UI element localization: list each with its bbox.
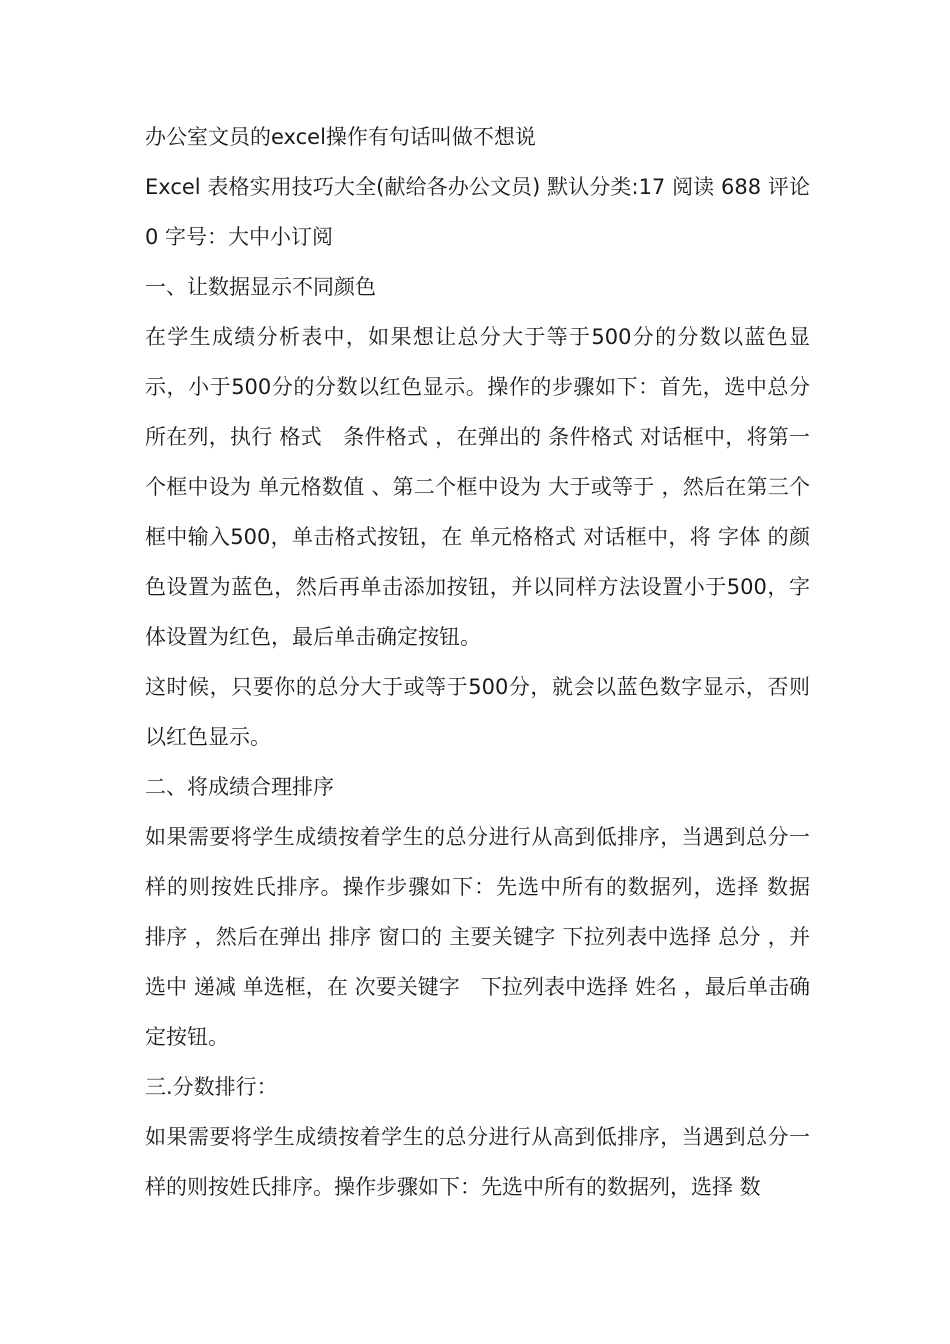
document-meta-line: Excel 表格实用技巧大全(献给各办公文员) 默认分类:17 阅读 688 评论 0 字号：大中小订阅 [145, 175, 810, 249]
section1-paragraph1: 在学生成绩分析表中，如果想让总分大于等于500分的分数以蓝色显示，小于500分的分数以红色显示。操作的步骤如下：首先，选中总分所在列，执行 格式 条件格式 ，在弹出的 条件格式 对话框中，将第一个框中设为 单元格数值 、第二个框中设为 大于或等于 ，然后在第三个框中输入500，单击格式按钮，在 单元格格式 对话框中，将 字体 的颜色设置为蓝色，然后再单击添加按钮，并以同样方法设置小于500，字体设置为红色，最后单击确定按钮。 [145, 325, 810, 649]
section2-paragraph1: 如果需要将学生成绩按着学生的总分进行从高到低排序，当遇到总分一样的则按姓氏排序。操作步骤如下：先选中所有的数据列，选择 数据 排序 ，然后在弹出 排序 窗口的 主要关键字 下拉列表中选择 总分 ，并选中 递减 单选框，在 次要关键字 下拉列表中选择 姓名 ，最后单击确定按钮。 [145, 825, 831, 1049]
section2-heading: 二、将成绩合理排序 [145, 775, 334, 799]
document-body [145, 112, 831, 1212]
section3-heading: 三.分数排行： [145, 1075, 278, 1099]
section1-heading: 一、让数据显示不同颜色 [145, 275, 376, 299]
section1-paragraph2: 这时候，只要你的总分大于或等于500分，就会以蓝色数字显示，否则以红色显示。 [145, 675, 810, 749]
document-title: 办公室文员的excel操作有句话叫做不想说 [145, 125, 536, 149]
section3-paragraph1: 如果需要将学生成绩按着学生的总分进行从高到低排序，当遇到总分一样的则按姓氏排序。操作步骤如下：先选中所有的数据列，选择 数 [145, 1125, 810, 1199]
